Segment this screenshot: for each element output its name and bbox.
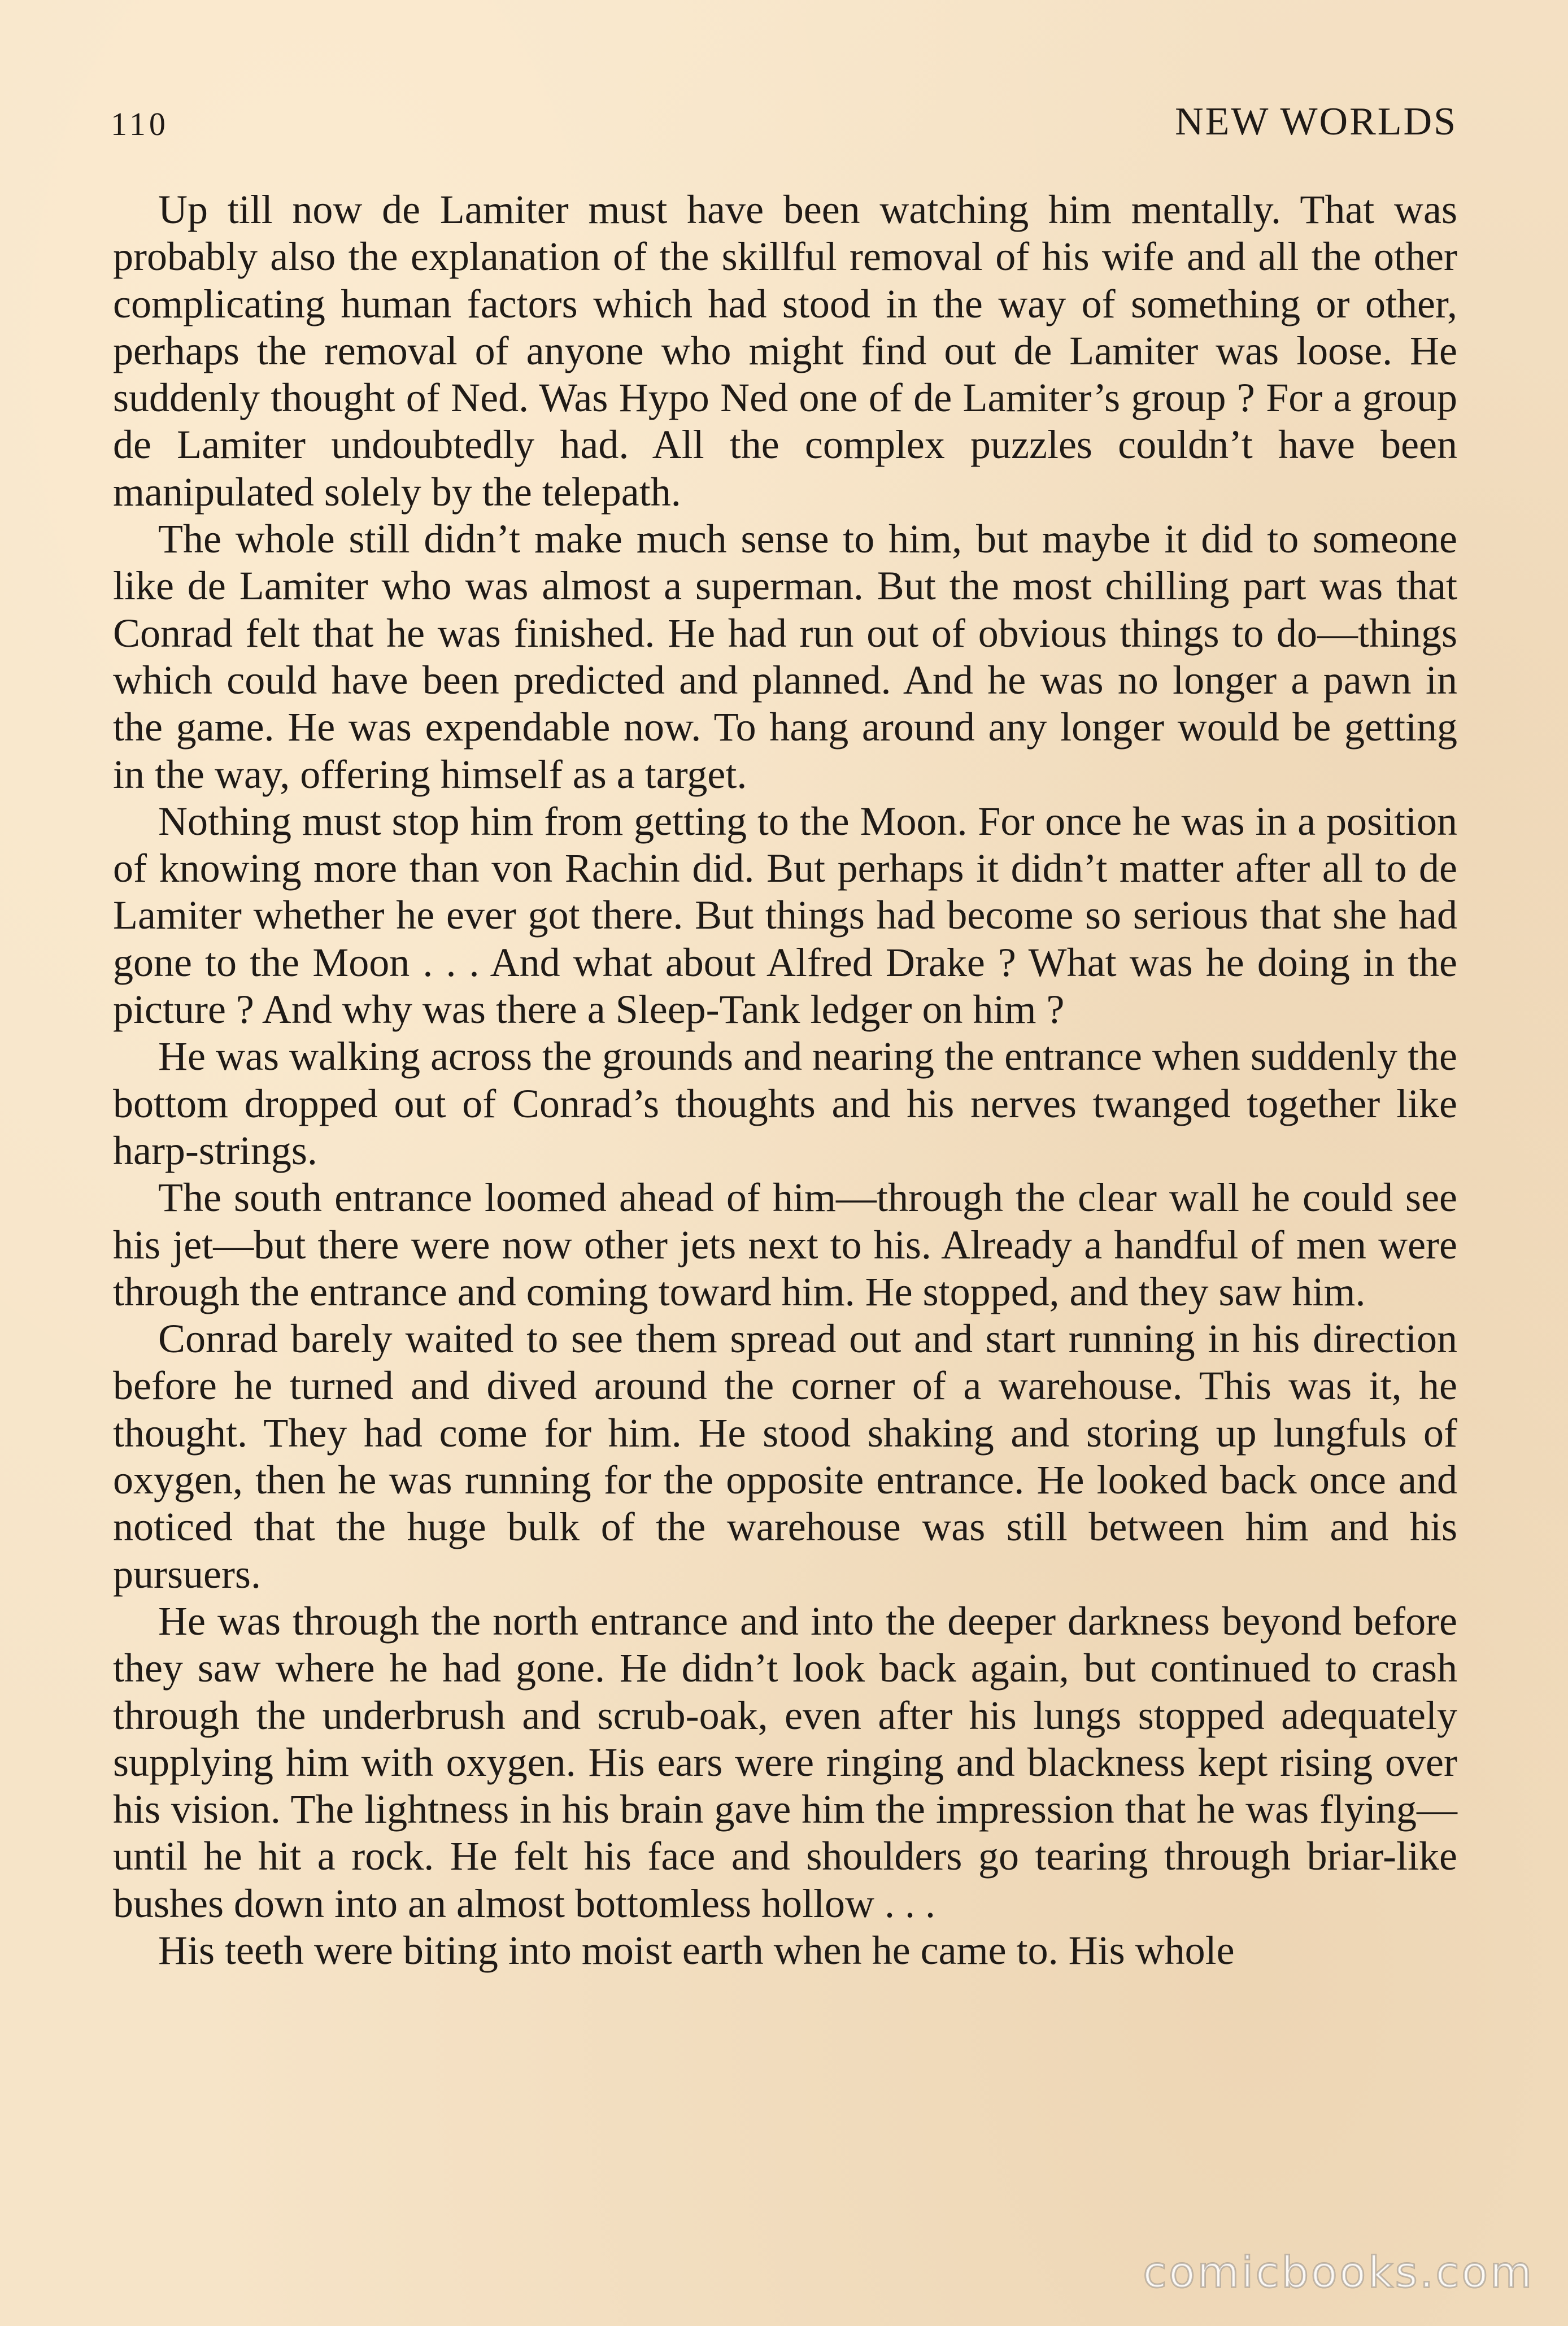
paragraph-1: Up till now de Lamiter must have been watching him mentally. That was probably also the explanation of the skillful removal of his wife and all the other complicating human factors which had stood in the way of something or other, perhaps the removal of anyone who might find out de Lamiter was loose. He suddenly thought of Ned. Was Hypo Ned one of de Lamiter’s group ? For a group de Lamiter undoubtedly had. All the complex puzzles couldn’t have been manipulated solely by the telepath. — [113, 187, 1457, 515]
running-head-title: NEW WORLDS — [1175, 100, 1457, 143]
paragraph-6: Conrad barely waited to see them spread out and start running in his direction before he turned and dived around the corner of a warehouse. This was it, he thought. They had come for him. He stood shaking and storing up lungfuls of oxygen, then he was running for the opposite entrance. He looked back once and noticed that the huge bulk of the warehouse was still between him and his pursuers. — [113, 1316, 1457, 1597]
body-text — [113, 186, 1457, 1974]
watermark: comicbooks.com — [1143, 2247, 1534, 2297]
paragraph-2: The whole still didn’t make much sense to him, but maybe it did to someone like de Lamiter who was almost a superman. But the most chilling part was that Conrad felt that he was finished. He had run out of obvious things to do—things which could have been predicted and planned. And he was no longer a pawn in the game. He was expendable now. To hang around any longer would be getting in the way, offering himself as a target. — [113, 516, 1457, 797]
paragraph-7: He was through the north entrance and into the deeper darkness beyond before they saw where he had gone. He didn’t look back again, but continued to crash through the underbrush and scrub-oak, even after his lungs stopped adequately supplying him with oxygen. His ears were ringing and blackness kept rising over his vision. The lightness in his brain gave him the impression that he was flying—until he hit a rock. He felt his face and shoulders go tearing through briar-like bushes down into an almost bottomless hollow . . . — [113, 1598, 1457, 1926]
paragraph-4: He was walking across the grounds and nearing the entrance when suddenly the bottom dropped out of Conrad’s thoughts and his nerves twanged together like harp-strings. — [113, 1034, 1457, 1173]
paragraph-3: Nothing must stop him from getting to the Moon. For once he was in a position of knowing more than von Rachin did. But perhaps it didn’t matter after all to de Lamiter whether he ever got there. But things had become so serious that she had gone to the Moon . . . And what about Alfred Drake ? What was he doing in the picture ? And why was there a Sleep-Tank ledger on him ? — [113, 798, 1457, 1033]
page-number: 110 — [111, 106, 169, 142]
paragraph-8: His teeth were biting into moist earth when he came to. His whole — [158, 1927, 1235, 1973]
paragraph-5: The south entrance loomed ahead of him—through the clear wall he could see his jet—but there were now other jets next to his. Already a handful of men were through the entrance and coming toward him. He stopped, and they saw him. — [113, 1175, 1457, 1314]
